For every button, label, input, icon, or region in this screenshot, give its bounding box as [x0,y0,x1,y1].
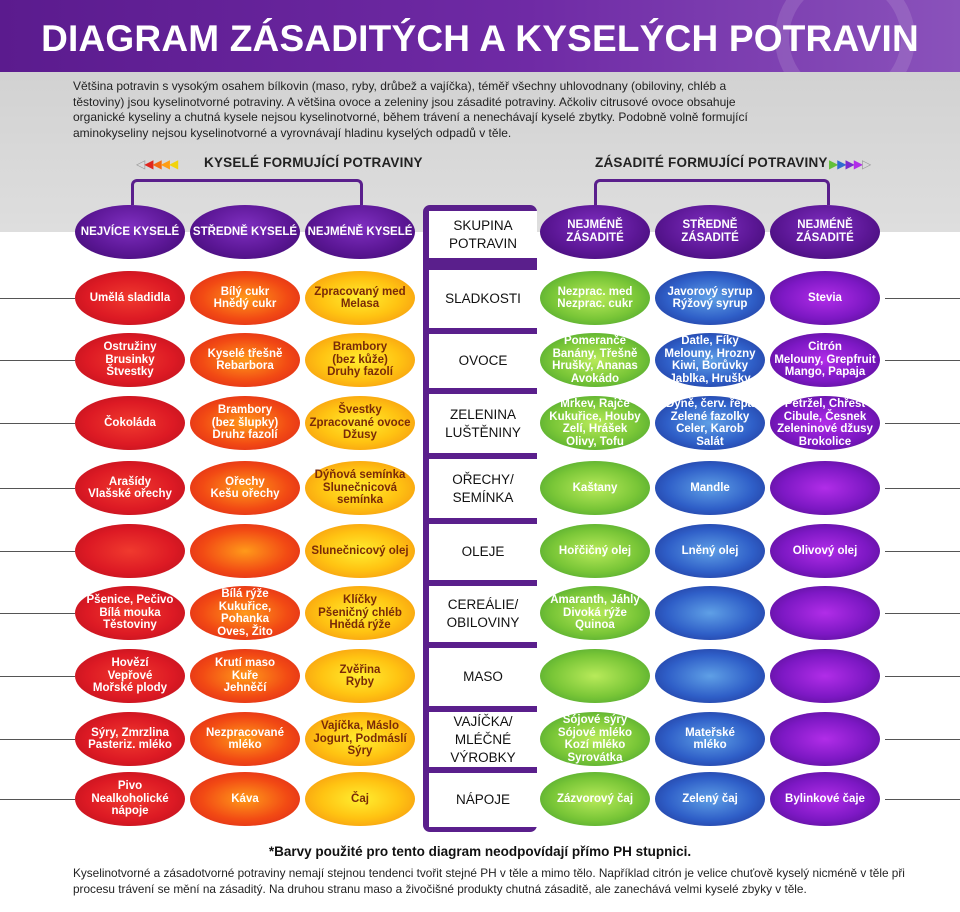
food-oval-medium-acidic: Kyselé třešně Rebarbora [190,333,300,387]
header-most-alkaline: NEJMÉNĚ ZÁSADITÉ [770,205,880,259]
food-group-header: SKUPINA POTRAVIN [429,211,537,258]
food-oval-most-alkaline: Olivový olej [770,524,880,578]
row-guide-line [885,799,960,800]
food-group-cell: OVOCE [429,334,537,388]
food-oval-most-acidic [75,524,185,578]
food-oval-least-acidic: Zpracovaný med Melasa [305,271,415,325]
food-oval-most-alkaline: Petržel, Chřest Cibule, Česnek Zeleninové džusy Brokolice [770,396,880,450]
food-oval-medium-alkaline: Lněný olej [655,524,765,578]
food-oval-medium-alkaline: Datle, Fíky Melouny, Hrozny Kiwi, Borůvky Jablka, Hrušky [655,333,765,387]
food-oval-medium-acidic: Bílý cukr Hnědý cukr [190,271,300,325]
food-oval-least-alkaline: Hořčičný olej [540,524,650,578]
outro-text: Kyselinotvorné a zásadotvorné potraviny nemají stejnou tendenci tvořit stejné PH v těle a mimo tělo. Například citrón je velice chuťově kyselý nicméně v těle při procesu trávení se mění na zásaditý. Na druhou stranu maso a živočišné produkty chutná zásaditě, ale zanechává velmi kyselé zbyky v těle. [73,866,905,896]
title-banner [0,0,960,72]
food-oval-least-alkaline: Mrkev, Rajče Kukuřice, Houby Zelí, Hrášek Olivy, Tofu [540,396,650,450]
row-guide-line [0,423,75,424]
food-oval-least-acidic: Čaj [305,772,415,826]
food-oval-medium-alkaline [655,586,765,640]
food-group-column [423,205,537,832]
food-group-cell: CEREÁLIE/ OBILOVINY [429,586,537,642]
food-oval-least-alkaline: Amaranth, Jáhly Divoká rýže Quinoa [540,586,650,640]
alkaline-bracket [594,179,830,205]
food-oval-least-acidic: Vajíčka, Máslo Jogurt, Podmáslí Sýry [305,712,415,766]
food-oval-medium-alkaline: Zelený čaj [655,772,765,826]
food-oval-medium-acidic: Nezpracované mléko [190,712,300,766]
food-oval-most-acidic: Ostružiny Brusinky Štvestky [75,333,185,387]
food-group-cell: SLADKOSTI [429,270,537,328]
row-guide-line [885,423,960,424]
row-guide-line [0,298,75,299]
row-guide-line [885,613,960,614]
food-oval-least-acidic: Dýňová semínka Slunečnicová semínka [305,461,415,515]
food-oval-most-alkaline: Citrón Melouny, Grepfruit Mango, Papaja [770,333,880,387]
food-oval-medium-alkaline: Mateřské mléko [655,712,765,766]
food-oval-medium-acidic: Krutí maso Kuře Jehněčí [190,649,300,703]
food-oval-least-alkaline: Sójové sýry Sójové mléko Kozí mléko Syrovátka [540,712,650,766]
food-oval-most-acidic: Pšenice, Pečivo Bílá mouka Těstoviny [75,586,185,640]
food-oval-most-alkaline [770,586,880,640]
food-oval-most-alkaline [770,649,880,703]
food-oval-least-acidic: Zvěřina Ryby [305,649,415,703]
row-guide-line [885,551,960,552]
color-note: *Barvy použité pro tento diagram neodpovídají přímo PH stupnici. [268,844,692,859]
food-oval-most-acidic: Čokoláda [75,396,185,450]
row-guide-line [0,799,75,800]
food-oval-least-acidic: Brambory (bez kůže) Druhy fazolí [305,333,415,387]
food-oval-medium-acidic: Ořechy Kešu ořechy [190,461,300,515]
header-most-acidic: NEJVÍCE KYSELÉ [75,205,185,259]
food-oval-most-alkaline [770,712,880,766]
food-oval-medium-acidic: Bílá rýže Kukuřice, Pohanka Oves, Žito [190,586,300,640]
row-guide-line [885,676,960,677]
food-oval-least-alkaline: Nezprac. med Nezprac. cukr [540,271,650,325]
header-medium-acidic: STŘEDNĚ KYSELÉ [190,205,300,259]
food-oval-most-acidic: Sýry, Zmrzlina Pasteriz. mléko [75,712,185,766]
food-group-cell: OLEJE [429,524,537,580]
food-oval-medium-alkaline: Mandle [655,461,765,515]
food-oval-most-alkaline: Stevia [770,271,880,325]
row-guide-line [0,676,75,677]
row-guide-line [0,739,75,740]
alkaline-category-label: ZÁSADITÉ FORMUJÍCÍ POTRAVINY [595,155,828,170]
page-title: DIAGRAM ZÁSADITÝCH A KYSELÝCH POTRAVIN [41,18,919,59]
food-oval-least-alkaline: Kaštany [540,461,650,515]
acid-arrows-icon: ◁◀◀◀◀ [136,157,178,171]
food-group-cell: MASO [429,648,537,706]
food-oval-most-alkaline [770,461,880,515]
food-oval-least-alkaline [540,649,650,703]
food-group-cell: OŘECHY/ SEMÍNKA [429,459,537,518]
row-guide-line [0,613,75,614]
row-guide-line [0,488,75,489]
food-oval-least-acidic: Klíčky Pšeničný chléb Hnědá rýže [305,586,415,640]
alkaline-arrows-icon: ▶▶▶▶▷ [829,157,871,171]
row-guide-line [885,298,960,299]
header-medium-alkaline: STŘEDNĚ ZÁSADITÉ [655,205,765,259]
row-guide-line [0,360,75,361]
food-oval-least-acidic: Švestky Zpracované ovoce Džusy [305,396,415,450]
food-oval-medium-acidic: Brambory (bez šlupky) Druhz fazolí [190,396,300,450]
food-group-cell: VAJÍČKA/ MLÉČNÉ VÝROBKY [429,712,537,767]
row-guide-line [885,488,960,489]
food-oval-most-acidic: Hovězí Vepřové Mořské plody [75,649,185,703]
food-oval-least-alkaline: Pomeranče Banány, Třešně Hrušky, Ananas Avokádo [540,333,650,387]
row-guide-line [885,739,960,740]
acid-bracket [131,179,363,205]
food-oval-medium-alkaline [655,649,765,703]
row-guide-line [0,551,75,552]
header-least-alkaline: NEJMÉNĚ ZÁSADITÉ [540,205,650,259]
acid-category-label: KYSELÉ FORMUJÍCÍ POTRAVINY [204,155,423,170]
food-oval-least-acidic: Slunečnicový olej [305,524,415,578]
food-oval-medium-alkaline: Dýně, červ. řepa Zelené fazolky Celer, Karob Salát [655,396,765,450]
food-oval-most-alkaline: Bylinkové čaje [770,772,880,826]
food-group-cell: ZELENINA LUŠTĚNINY [429,394,537,453]
food-oval-least-alkaline: Zázvorový čaj [540,772,650,826]
food-oval-medium-acidic [190,524,300,578]
food-oval-most-acidic: Umělá sladidla [75,271,185,325]
intro-text: Většina potravin s vysokým osahem bílkovin (maso, ryby, drůbež a vajíčka), téměř všechny uhlovodnany (obiloviny, chléb a těstoviny) jsou kyselinotvorné potraviny. A většina ovoce a zeleniny jsou zásadité potraviny. Ačkoliv citrusové ovoce obsahuje organické kyseliny a chutná kysele nejsou kyselinotvorné, během trávení a nenechávají kyselé zbytky. Podobně volně formující aminokyseliny nejsou kyselinotvorné a vyrovnávají hladinu kyselých odpadů v těle. [73,79,748,140]
header-least-acidic: NEJMÉNĚ KYSELÉ [305,205,415,259]
food-oval-medium-acidic: Káva [190,772,300,826]
food-oval-medium-alkaline: Javorový syrup Rýžový syrup [655,271,765,325]
food-oval-most-acidic: Arašídy Vlašské ořechy [75,461,185,515]
row-guide-line [885,360,960,361]
food-group-cell: NÁPOJE [429,773,537,827]
food-oval-most-acidic: Pivo Nealkoholické nápoje [75,772,185,826]
